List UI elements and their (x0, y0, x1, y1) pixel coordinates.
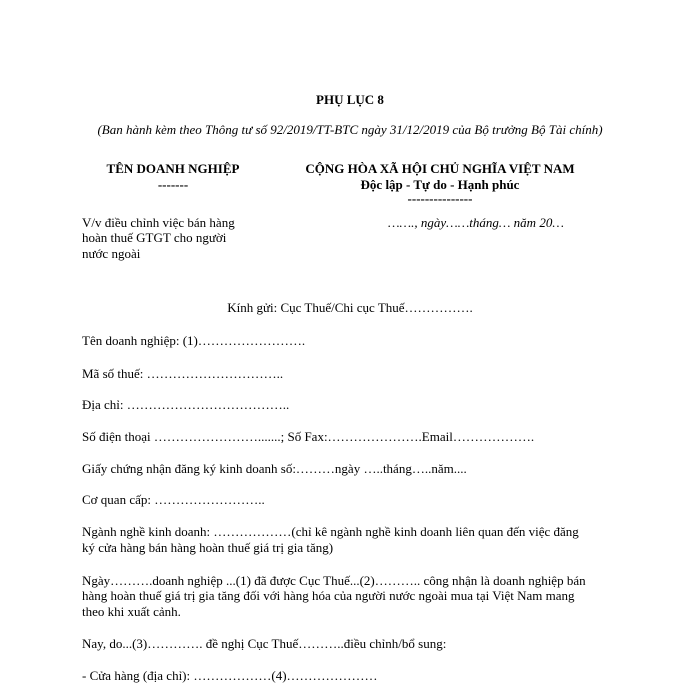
store-line: - Cửa hàng (địa chỉ): ………………(4)………………… (82, 668, 378, 683)
issued-note: (Ban hành kèm theo Thông tư số 92/2019/TT-BTC ngày 31/12/2019 của Bộ trưởng Bộ Tài chính) (97, 122, 603, 137)
address-field: Địa chỉ: ……………………………….. (82, 397, 290, 412)
business-cert-field: Giấy chứng nhận đăng ký kinh doanh số:………ngày …..tháng…..năm.... (82, 461, 467, 476)
subject-line-1: V/v điều chỉnh việc bán hàng (82, 215, 235, 230)
request-line: Nay, do...(3)…………. đề nghị Cục Thuế………..điều chỉnh/bổ sung: (82, 636, 447, 651)
motto-dashes: --------------- (407, 191, 473, 206)
recognition-line-3: theo khi xuất cảnh. (82, 604, 181, 619)
phone-field: Số điện thoại …………………….......; Số Fax:………………….Email………………. (82, 429, 535, 444)
motto: Độc lập - Tự do - Hạnh phúc (360, 177, 520, 192)
company-name-field: Tên doanh nghiệp: (1)……………………. (82, 333, 306, 348)
document-title: PHỤ LỤC 8 (316, 92, 384, 107)
recipient-line: Kính gửi: Cục Thuế/Chi cục Thuế……………. (227, 300, 473, 315)
nation-heading: CỘNG HÒA XÃ HỘI CHỦ NGHĨA VIỆT NAM (305, 161, 575, 176)
business-line-1: Ngành nghề kinh doanh: ………………(chỉ kê ngành nghề kinh doanh liên quan đến việc đăng (82, 524, 579, 539)
company-heading: TÊN DOANH NGHIỆP (106, 161, 240, 176)
date-line: ……., ngày……tháng… năm 20… (388, 215, 564, 230)
company-dashes: ------- (157, 177, 189, 192)
issuer-field: Cơ quan cấp: …………………….. (82, 492, 265, 507)
tax-code-field: Mã số thuế: ………………………….. (82, 366, 284, 381)
business-line-2: ký cửa hàng bán hàng hoàn thuế giá trị gia tăng) (82, 540, 334, 555)
recognition-line-1: Ngày……….doanh nghiệp ...(1) đã được Cục Thuế...(2)……….. công nhận là doanh nghiệp bán (82, 573, 586, 588)
subject-line-2: hoàn thuế GTGT cho người (82, 230, 227, 245)
recognition-line-2: hàng hoàn thuế giá trị gia tăng đối với hàng hóa của người nước ngoài mua tại Việt Nam mang (82, 588, 575, 603)
subject-line-3: nước ngoài (82, 246, 141, 261)
